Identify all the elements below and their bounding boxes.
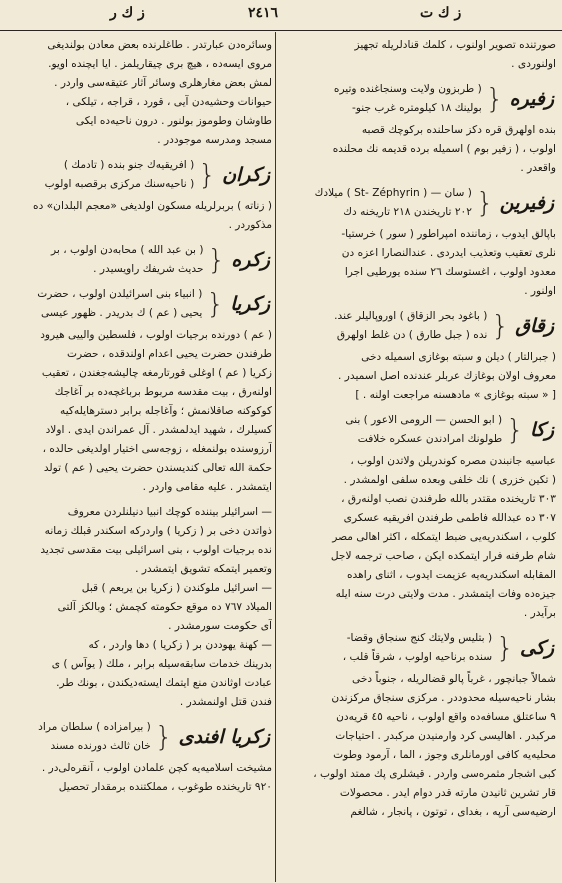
text-line: ٩٢٠ تاريخنده طوغوب ، مملكتنده برمقدار تحصيل (58, 781, 272, 793)
entry-head (280, 307, 556, 345)
text-line: كلوب ، اسكندريه‌يى ضبط ايتمكله ، اكثر اهالى مصر (332, 531, 556, 543)
entry-head (6, 241, 272, 279)
definition-line: طولونك امرادندن عسكره خلافت (357, 433, 503, 445)
text-line: نلرى تعقيب وتعذيب ايدردى . عندالنصارا اعزه دن (341, 247, 556, 259)
right-column (280, 36, 556, 878)
text-line: آى حكومت سورمشدر . (168, 620, 272, 632)
column-intro (6, 36, 272, 150)
entry-definition (6, 285, 202, 323)
headword: زكريا افندى (178, 726, 270, 748)
text-line: بنده اولهرق قره دكز ساحلنده بركوچك قصبه (361, 124, 556, 136)
definition-line: يحيى ( عم ) ك بدريدر . ظهور عيسى (40, 307, 203, 319)
text-line: مذكوردر . (228, 219, 272, 231)
headword: زكره (231, 249, 270, 271)
definition-line: ( انبياء بنى اسرائيلدن اولوب ، حضرت (37, 288, 203, 300)
text-line: باپالق ايدوب ، زماننده امپراطور ( سور ) خرستيا- (341, 228, 556, 240)
text-line: محليه‌يه كافى اورمانلرى وجوز ، الما ، آرمود وطوت (333, 749, 556, 761)
brace-icon: { (198, 158, 217, 191)
text-line: ( عم ) دورنده برجيات اولوب ، فلسطين والييى هيرود (40, 329, 272, 341)
text-line: بدرينك خدمات سابقه‌سيله برابر ، ملك ( يوآس ) ى (51, 658, 272, 670)
text-line: طرفندن حضرت يحيى اعدام اولندقده ، حضرت (67, 348, 272, 360)
dictionary-entry (280, 411, 556, 623)
text-line: صورتنده تصوير اولنوب ، كلمك قنادلريله تجهيز (354, 39, 556, 51)
page-number: ٢٤١٦ (248, 5, 279, 21)
definition-line: ( ابو الحسن — الرومى الاعور ) بنى (345, 414, 503, 426)
definition-line: ( ناحيه‌سنك مركزى برقصبه اولوب (44, 178, 195, 190)
brace-icon: { (506, 413, 524, 446)
text-line: ذواتدن دخى بر ( زكريا ) واردركه اسكندر قبلك زمانه (44, 525, 272, 537)
definition-line: خان ثالث دورنده مسند (50, 740, 151, 752)
text-line: قار تشرين ثانيدن مارته قدر دوام ايدر . محصولات (339, 787, 556, 799)
entry-head (6, 718, 272, 756)
text-line: نده برجيات اولوب ، بنى اسرائيلى بيت مقدسى تجديد (40, 544, 272, 556)
brace-icon: { (207, 243, 226, 276)
entry-definition (6, 241, 204, 279)
headword: زكا (529, 419, 554, 441)
definition-line: ( باغود بحر الزقاق ) اوروپاليلر عند. (334, 310, 488, 322)
text-line: عبادت اوثاندن منع ايتمك ايسته‌ديكندن ، بونك طر. (56, 677, 272, 689)
text-line: برآيدر . (523, 607, 556, 619)
definition-line: ( بتليس ولايتك كنج سنجاق وقضا- (346, 632, 493, 644)
brace-icon: { (206, 287, 225, 320)
left-column (6, 36, 272, 878)
definition-line: ( بن عبد الله ) محابه‌دن اولوب ، بر (51, 244, 204, 256)
definition-line: حديث شريفك راويسيدر . (93, 263, 204, 275)
text-line: المقابله اسكندريه‌يه عزيمت ايدوب ، اثناى راهده (347, 569, 556, 581)
text-line: ٩ ساعتلق مسافه‌ده واقع اولوب ، ناحيه ٤٥ قريه‌دن (336, 711, 556, 723)
text-line: ( جبرالتار ) ديلن و سبته بوغازى اسميله دخى (361, 351, 556, 363)
dictionary-entry (6, 718, 272, 797)
dictionary-entry (280, 184, 556, 301)
text-line: طاوشان وطوموز بولنور . درون ناحيه‌ده ايكى (75, 115, 272, 127)
entry-definition (6, 718, 151, 756)
left-running-head: ز ك ر (110, 5, 145, 21)
entry-head (280, 80, 556, 118)
text-line: مسجد ومدرسه موجوددر . (157, 134, 272, 146)
page-header (0, 0, 562, 31)
headword: زكريا (230, 293, 270, 315)
text-line: — اسرائيل ملوكندن ( زكريا بن يربعم ) قبل (81, 582, 272, 594)
entry-definition (280, 307, 487, 345)
dictionary-entry (280, 80, 556, 178)
text-line: الميلاد ٧٦٧ ده موقع حكومته كچمش ؛ وبالكز آلتى (57, 601, 272, 613)
definition-line: ٢٠٢ تاريخندن ٢١٨ تاريخنه دك (343, 206, 472, 218)
text-line: كسيلرك ، شهيد ايدلمشدر . آل عمراندن ايدى . اولاد (45, 424, 272, 436)
text-line: اولنوردى . (511, 58, 556, 70)
definition-line: سنده برناحيه اولوب ، شرقاً قلب ، (342, 651, 493, 663)
dictionary-entry (6, 156, 272, 235)
headword: زقاق (515, 315, 554, 337)
text-line: كوكوكنه صاقلانمش ؛ وآغاجله برابر دسترهايله‌كيه (60, 405, 272, 417)
entry-definition (6, 156, 194, 194)
text-line: شام طرفنه فرار ايتمكده ايكن ، صاحب ترجمه لاجل (330, 550, 556, 562)
entry-head (280, 629, 556, 667)
text-line: وسائره‌دن عبارتدر . طاغلرنده بعض معادن بولنديغى (47, 39, 272, 51)
text-line: فندن قتل اولنمشدر . (179, 696, 272, 708)
column-intro (280, 36, 556, 74)
definition-line: نده ( جبل طارق ) دن غلط اولهرق (336, 329, 488, 341)
entry-definition (280, 629, 492, 667)
text-line: ايتمشدر . عليه مقامى واردر . (142, 481, 272, 493)
headword: زفيره (509, 88, 554, 110)
text-line: آرزوسنده بولنمغله ، زوجه‌سى اختيار اولديغى حالده ، (42, 443, 272, 455)
dictionary-entry (280, 629, 556, 822)
brace-icon: { (496, 631, 514, 664)
dictionary-entry (6, 503, 272, 712)
text-line: اولنور . (524, 285, 556, 297)
headword: زكران (222, 164, 270, 186)
text-line: — كهنة يهوددن بر ( زكريا ) دها واردر ، كه (88, 639, 272, 651)
text-line: شمالاً جبانچور ، غرباً پالو قضالريله ، جنوباً دخى (351, 673, 556, 685)
text-line: مشيخت اسلاميه‌يه كچن علمادن اولوب ، آنقره‌لى‌در . (41, 762, 272, 774)
definition-line: ( سان — ( St- Zéphyrin ) ميلادك (314, 187, 472, 199)
text-line: ٣٠٣ تاريخنده مقتدر بالله طرفندن نصب اولنه‌رق ، (341, 493, 556, 505)
definition-line: ( افريقيه‌ك جنو بنده ( تادمك ) (63, 159, 195, 171)
text-line: لمش بعض مغارهلرى وسائر آثار عتيقه‌سى واردر . (54, 77, 272, 89)
text-line: زكريا ( عم ) اوغلى قورتارمغه چاليشه‌جغندن ، تعقيب (41, 367, 272, 379)
entry-head (280, 184, 556, 222)
text-line: اولنه‌رق ، بيت مقدسه مربوط برباغچه‌ده بر آغاجك (54, 386, 272, 398)
text-line: بشار ناحيه‌سيله محدوددر . مركزى سنجاق مركزندن (331, 692, 556, 704)
headword: زفيرين (499, 192, 554, 214)
definition-line: ( بيرامزاده ) سلطان مراد (38, 721, 151, 733)
entry-definition (280, 184, 472, 222)
definition-line: بولينك ١٨ كيلومتره غرب جنو- (352, 102, 482, 114)
text-line: [ « سبته بوغازى » مادهسنه مراجعت اولنه . ] (355, 389, 556, 401)
text-line: مركبدر . اهاليسى كرد وارمنيدن مركبدر . احتياجات (335, 730, 556, 742)
text-line: معدود اولوب ، اغستوسك ٢٦ سنده يورطيى اجرا (344, 266, 556, 278)
text-line: ( تكين خزرى ) نك خلفى وبعده سلفى اولمشدر . (343, 474, 556, 486)
text-line: اولوب ، ( زفير بوم ) اسميله برده قديمه نك محلنده (332, 143, 556, 155)
brace-icon: { (475, 186, 494, 219)
right-running-head: ز ك ت (420, 5, 462, 21)
text-line: واقعدر . (520, 162, 556, 174)
text-line: ( زناته ) بربرلريله مسكون اولديغى «معجم البلدان» ده (33, 200, 272, 212)
text-line: — اسرائيلر بيننده كوچك انبيا دنيلنلردن معروف (67, 506, 272, 518)
entry-definition (280, 80, 482, 118)
brace-icon: { (485, 82, 504, 115)
text-line: ارضيه‌سى آرپه ، بغداى ، توتون ، پانجار ، شالغم (350, 806, 556, 818)
dictionary-entry (280, 307, 556, 405)
dictionary-entry (6, 285, 272, 497)
text-line: كبى اشجار مثمره‌سى واردر . قيشلرى پك ممتد اولوب ، (313, 768, 556, 780)
text-line: معروف اولان بوغازك عربلر عندنده اصل اسميدر . (338, 370, 556, 382)
dictionary-entry (6, 241, 272, 279)
text-line: جيزه‌ده وفات ايتمشدر . مدت ولايتى درت سنه ايله (335, 588, 556, 600)
entry-definition (280, 411, 502, 449)
text-line: عباسيه جانبندن مصره كوندريلن ولاتدن اولوب ، (350, 455, 556, 467)
text-line: حكمة الله تعالى كنديسندن حضرت يحيى ( عم ) تولد (43, 462, 272, 474)
column-divider (275, 32, 276, 882)
text-line: مروى ايسه‌ده ، هيچ برى چيقاريلمز . ايا ايچنده اويو. (48, 58, 272, 70)
text-line: وتعمير ايتمكه تشويق ايتمشدر . (135, 563, 272, 575)
definition-line: ( طربزون ولايت وسنجاغنده وتيره (333, 83, 482, 95)
entry-head (280, 411, 556, 449)
headword: زكى (519, 637, 554, 659)
brace-icon: { (154, 720, 173, 753)
entry-head (6, 156, 272, 194)
text-line: ٣٠٧ ده عبدالله فاطمى طرفندن افريقيه عسكرى (343, 512, 556, 524)
brace-icon: { (491, 309, 510, 342)
text-line: حيوانات وحشيه‌دن آيى ، قورد ، قراجه ، تيلكى ، (65, 96, 272, 108)
entry-head (6, 285, 272, 323)
